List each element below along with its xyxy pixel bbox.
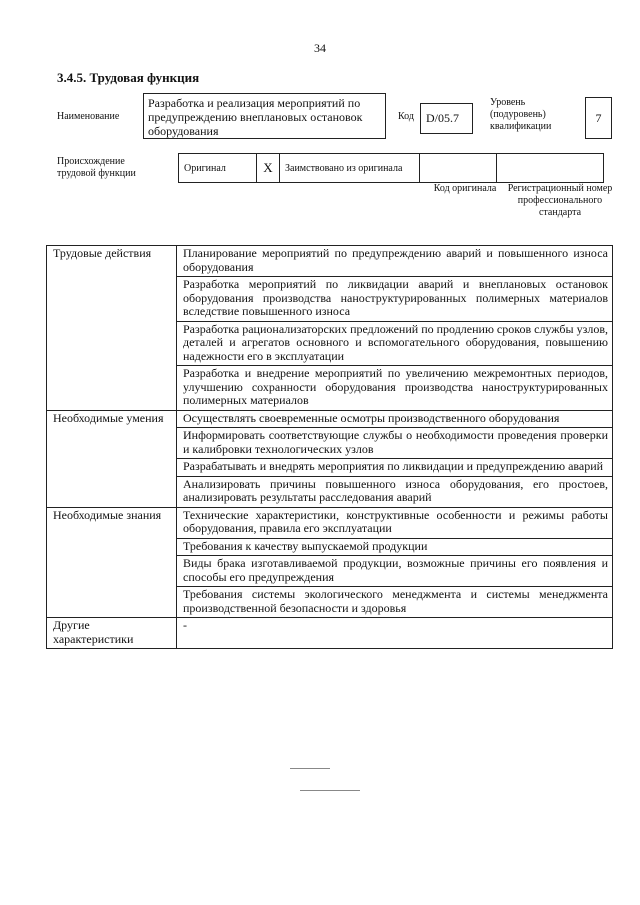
skill-item: Осуществлять своевременные осмотры производственного оборудования xyxy=(177,410,613,428)
table-row xyxy=(47,618,613,649)
origin-code-caption: Код оригинала xyxy=(433,183,497,194)
labor-action-item: Планирование мероприятий по предупреждению аварий и повышенного износа оборудования xyxy=(177,246,613,277)
skill-item: Анализировать причины повышенного износа оборудования, его простоев, анализировать результаты расследования аварий xyxy=(177,476,613,507)
original-mark-cell xyxy=(257,154,280,183)
scan-mark xyxy=(300,790,360,791)
original-cell xyxy=(179,154,257,183)
origin-label: Происхождение трудовой функции xyxy=(57,156,136,179)
origin-code-cell xyxy=(420,154,497,183)
origin-reg-caption: Регистрационный номер профессионального стандарта xyxy=(507,183,613,218)
table-row xyxy=(47,556,613,587)
table-row xyxy=(47,428,613,459)
page-number: 34 xyxy=(314,41,326,55)
table-row xyxy=(47,246,613,277)
table-row xyxy=(47,538,613,556)
table-row xyxy=(47,321,613,366)
knowledge-item: Требования системы экологического менеджмента и системы менеджмента производственной безопасности и здоровья xyxy=(177,587,613,618)
labor-action-item: Разработка и внедрение мероприятий по увеличению межремонтных периодов, улучшению сохранности оборудования производства наноструктурированных полимерных материалов xyxy=(177,366,613,411)
level-value-box xyxy=(585,97,612,139)
level-value: 7 xyxy=(595,111,602,125)
name-label: Наименование xyxy=(57,111,120,122)
original-mark: X xyxy=(263,160,273,175)
labor-action-item: Разработка рационализаторских предложений по продлению сроков службы узлов, деталей и агрегатов основного и вспомогательного оборудования, повышению надежности его в эксплуатации xyxy=(177,321,613,366)
skill-item: Разрабатывать и внедрять мероприятия по ликвидации и предупреждению аварий xyxy=(177,459,613,477)
table-row xyxy=(47,459,613,477)
code-label: Код xyxy=(398,111,414,122)
scan-mark xyxy=(290,768,330,769)
original-label: Оригинал xyxy=(184,162,226,174)
name-value: Разработка и реализация мероприятий по предупреждению внеплановых остановок оборудования xyxy=(148,96,363,138)
code-value: D/05.7 xyxy=(426,111,459,125)
table-row xyxy=(47,587,613,618)
table-row xyxy=(47,366,613,411)
knowledge-item: Требования к качеству выпускаемой продукции xyxy=(177,538,613,556)
knowledge-item: Технические характеристики, конструктивные особенности и режимы работы оборудования, правила его эксплуатации xyxy=(177,507,613,538)
name-value-box xyxy=(143,93,386,139)
code-value-box xyxy=(420,103,473,134)
other-value: - xyxy=(177,618,613,649)
labor-function-table xyxy=(46,245,613,649)
borrowed-cell xyxy=(280,154,420,183)
table-row xyxy=(47,476,613,507)
skill-item: Информировать соответствующие службы о необходимости проведения проверки и калибровки технологических узлов xyxy=(177,428,613,459)
section-title: 3.4.5. Трудовая функция xyxy=(57,70,200,85)
origin-reg-cell xyxy=(497,154,604,183)
table-row xyxy=(47,507,613,538)
table-row xyxy=(47,410,613,428)
borrowed-label: Заимствовано из оригинала xyxy=(285,162,403,174)
knowledge-label: Необходимые знания xyxy=(47,507,177,538)
labor-action-item: Разработка мероприятий по ликвидации аварий и внеплановых остановок оборудования производства наноструктурированных полимерных материалов вследствие повышенного износа xyxy=(177,277,613,322)
skills-label: Необходимые умения xyxy=(47,410,177,428)
knowledge-item: Виды брака изготавливаемой продукции, возможные причины его появления и способы его предупреждения xyxy=(177,556,613,587)
labor-actions-label: Трудовые действия xyxy=(47,246,177,277)
origin-table xyxy=(178,153,604,183)
table-row xyxy=(47,277,613,322)
other-label: Другие характеристики xyxy=(47,618,177,649)
level-label: Уровень (подуровень) квалификации xyxy=(490,97,552,132)
